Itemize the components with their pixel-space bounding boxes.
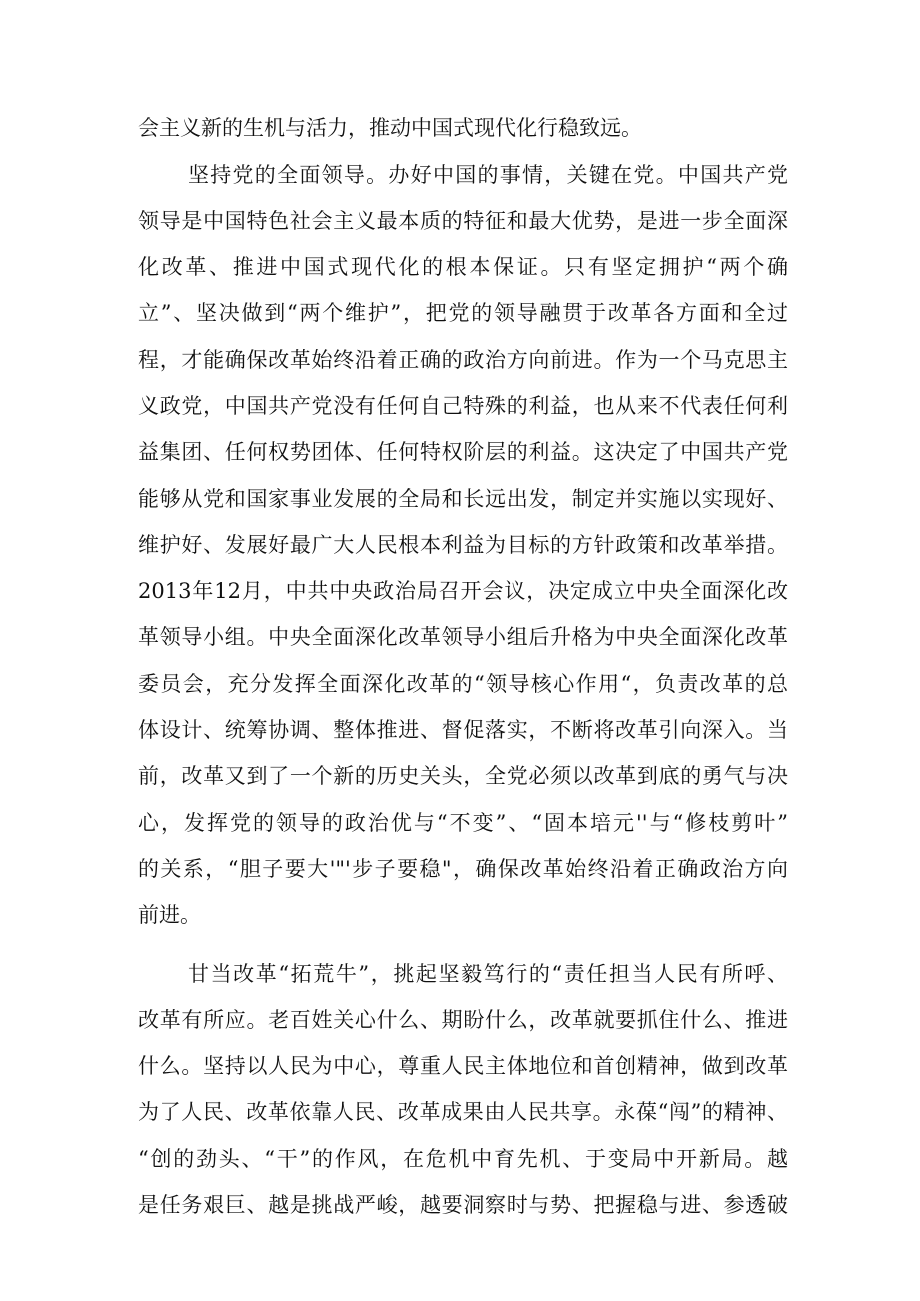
text-line: 益集团、任何权势团体、任何特权阶层的利益。这决定了中国共产党 [138,440,788,464]
text-line: 前，改革又到了一个新的历史关头，全党必须以改革到底的勇气与决 [138,764,788,788]
text-line: “创的劲头、“干”的作风，在危机中育先机、于变局中开新局。越 [138,1147,788,1171]
text-line: 的关系，“胆子要大'"'步子要稳"，确保改革始终沿着正确政治方向 [138,857,788,881]
text-line: 改革有所应。老百姓关心什么、期盼什么，改革就要抓住什么、推进 [138,1008,788,1032]
text-line: 维护好、发展好最广大人民根本利益为目标的方针政策和改革举措。 [138,533,788,557]
text-line: 能够从党和国家事业发展的全局和长远出发，制定并实施以实现好、 [138,487,788,511]
text-line: 心，发挥党的领导的政治优与“不变”、“固本培元''与“修枝剪叶” [138,811,788,835]
text-line: 会主义新的生机与活力，推动中国式现代化行稳致远。 [138,116,642,140]
text-line: 程，才能确保改革始终沿着正确的政治方向前进。作为一个马克思主 [138,348,788,372]
text-line: 体设计、统筹协调、整体推进、督促落实，不断将改革引向深入。当 [138,718,788,742]
text-line: 是任务艰巨、越是挑战严峻，越要洞察时与势、把握稳与进、参透破 [138,1193,788,1217]
text-line: 2013年12月，中共中央政治局召开会议，决定成立中央全面深化改 [138,579,788,603]
text-line: 什么。坚持以人民为中心，尊重人民主体地位和首创精神，做到改革 [138,1054,788,1078]
text-line: 革领导小组。中央全面深化改革领导小组后升格为中央全面深化改革 [138,625,788,649]
text-line: 前进。 [138,903,201,927]
text-line: 化改革、推进中国式现代化的根本保证。只有坚定拥护“两个确 [138,255,788,279]
text-line: 为了人民、改革依靠人民、改革成果由人民共享。永葆“闯”的精神、 [138,1100,788,1124]
text-line: 委员会，充分发挥全面深化改革的“领导核心作用“，负责改革的总 [138,672,788,696]
text-line: 立”、坚决做到“两个维护”，把党的领导融贯于改革各方面和全过 [138,301,788,325]
text-line: 义政党，中国共产党没有任何自己特殊的利益，也从来不代表任何利 [138,394,788,418]
paragraph-start-line: 坚持党的全面领导。办好中国的事情，关键在党。中国共产党 [188,163,788,187]
paragraph-start-line: 甘当改革“拓荒牛”，挑起坚毅笃行的“责任担当人民有所呼、 [188,962,788,986]
text-line: 领导是中国特色社会主义最本质的特征和最大优势，是进一步全面深 [138,209,788,233]
